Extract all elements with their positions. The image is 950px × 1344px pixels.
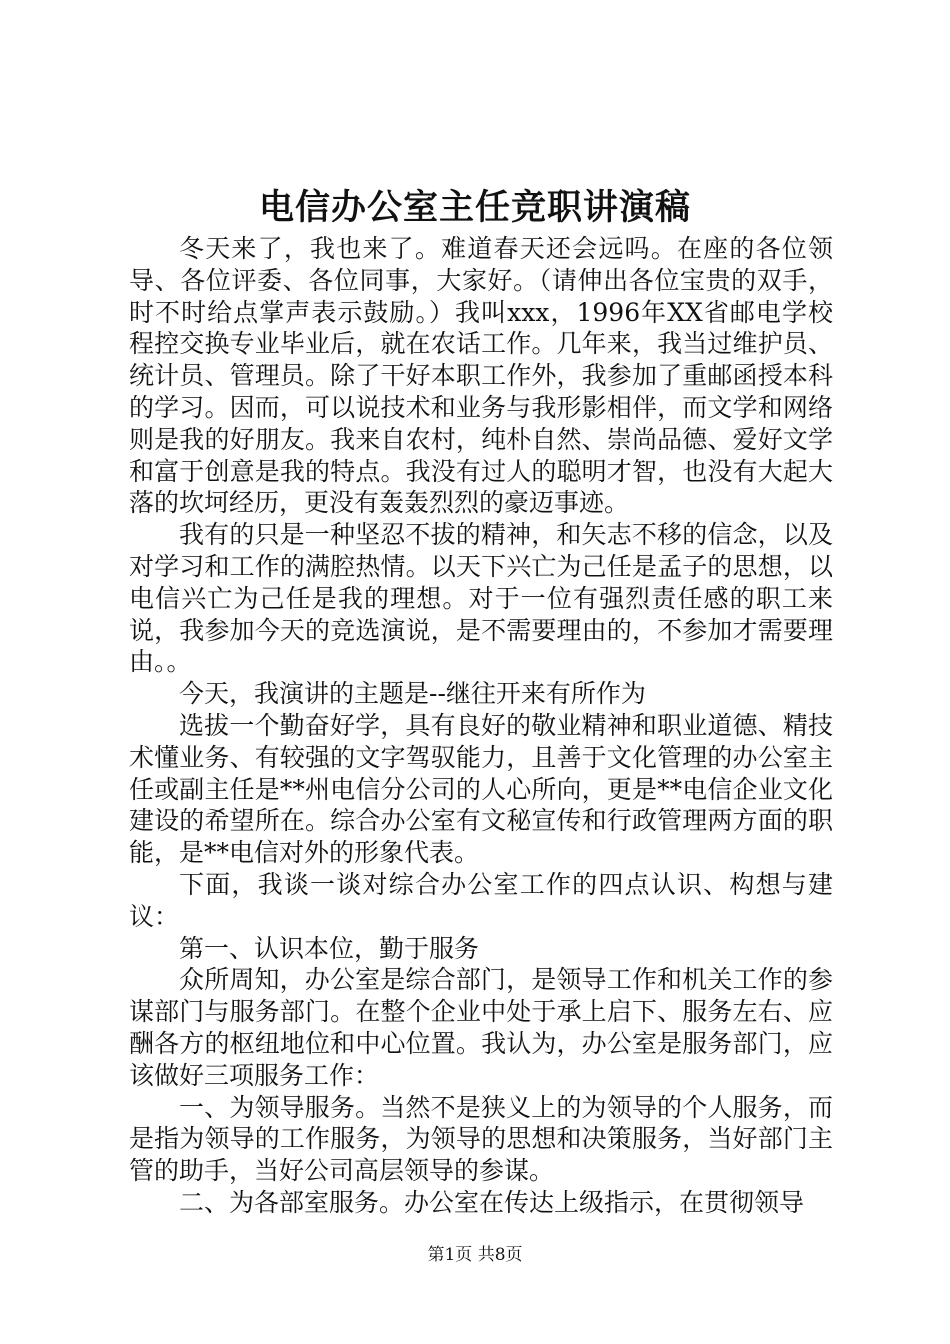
- document-title: 电信办公室主任竞职讲演稿: [258, 187, 691, 228]
- paragraph-intro: 冬天来了，我也来了。难道春天还会远吗。在座的各位领导、各位评委、各位同事，大家好。（请伸出各位宝贵的双手，时不时给点掌声表示鼓励。）我叫xxx，1996年XX省邮电学校程控交换专业毕业后，就在农话工作。几年来，我当过维护员、统计员、管理员。除了干好本职工作外，我参加了重邮函授本科的学习。因而，可以说技术和业务与我形影相伴，而文学和网络则是我的好朋友。我来自农村，纯朴自然、崇尚品德、爱好文学和富于创意是我的特点。我没有过人的聪明才智，也没有大起大落的坎坷经历，更没有轰轰烈烈的豪迈事迹。: [129, 234, 833, 518]
- paragraph-theme: 今天，我演讲的主题是--继往开来有所作为: [179, 679, 646, 709]
- paragraph-section-heading: 第一、认识本位，勤于服务: [179, 933, 480, 963]
- paragraph-serve-leaders: 一、为领导服务。当然不是狭义上的为领导的个人服务，而是指为领导的工作服务，为领导的思想和决策服务，当好部门主管的助手，当好公司高层领导的参谋。: [129, 1092, 833, 1186]
- page-footer: 第1页 共8页: [427, 1245, 523, 1265]
- paragraph-office-role: 众所周知，办公室是综合部门，是领导工作和机关工作的参谋部门与服务部门。在整个企业中处于承上启下、服务左右、应酬各方的枢纽地位和中心位置。我认为，办公室是服务部门，应该做好三项服务工作：: [129, 965, 833, 1090]
- paragraph-serve-departments: 二、为各部室服务。办公室在传达上级指示，在贯彻领导: [179, 1187, 805, 1217]
- paragraph-outline: 下面，我谈一谈对综合办公室工作的四点认识、构想与建议：: [129, 869, 833, 931]
- paragraph-selection: 选拔一个勤奋好学，具有良好的敬业精神和职业道德、精技术懂业务、有较强的文字驾驭能力，且善于文化管理的办公室主任或副主任是**州电信分公司的人心所向，更是**电信企业文化建设的希望所在。综合办公室有文秘宣传和行政管理两方面的职能，是**电信对外的形象代表。: [129, 710, 833, 868]
- paragraph-spirit: 我有的只是一种坚忍不拔的精神，和矢志不移的信念，以及对学习和工作的满腔热情。以天下兴亡为己任是孟子的思想，以电信兴亡为己任是我的理想。对于一位有强烈责任感的职工来说，我参加今天的竞选演说，是不需要理由的，不参加才需要理由。。: [129, 520, 833, 677]
- document-body: [129, 233, 833, 1219]
